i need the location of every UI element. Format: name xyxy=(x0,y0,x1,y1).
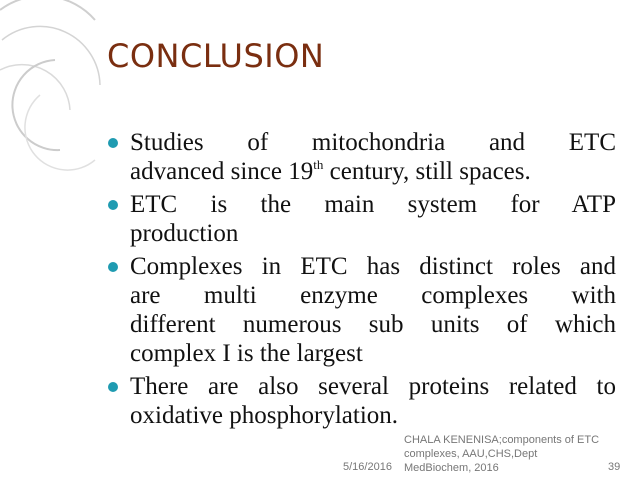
footer-credit-line: CHALA KENENISA;components of ETC xyxy=(404,434,600,446)
bullet-line: Studies of mitochondria and ETC xyxy=(130,129,616,156)
footer-date: 5/16/2016 xyxy=(343,461,392,473)
bullet-line: There are also several proteins related to xyxy=(130,373,616,400)
bullet-item xyxy=(104,372,616,430)
footer-credit-line: MedBiochem, 2016 xyxy=(404,462,499,474)
bullet-item xyxy=(104,128,616,186)
footer-credit xyxy=(404,433,604,475)
bullet-text: century, still spaces. xyxy=(323,158,531,185)
bullet-line: Complexes in ETC has distinct roles and xyxy=(130,253,616,280)
bullet-item xyxy=(104,252,616,368)
bullet-icon xyxy=(108,138,118,148)
slide-title: CONCLUSION xyxy=(107,37,325,75)
bullet-list xyxy=(104,128,616,434)
bullet-line: complex I is the largest xyxy=(130,340,363,367)
bullet-line: production xyxy=(130,220,239,247)
bullet-line: different numerous sub units of which xyxy=(130,311,616,338)
bullet-line xyxy=(130,157,616,186)
bullet-text: advanced since 19 xyxy=(130,158,314,185)
bullet-line: are multi enzyme complexes with xyxy=(130,282,616,309)
footer-credit-line: complexes, AAU,CHS,Dept xyxy=(404,448,538,460)
superscript: th xyxy=(313,157,324,172)
bullet-item xyxy=(104,190,616,248)
bullet-icon xyxy=(108,200,118,210)
bullet-icon xyxy=(108,382,118,392)
bullet-line: ETC is the main system for ATP xyxy=(130,191,616,218)
bullet-icon xyxy=(108,262,118,272)
page-number: 39 xyxy=(608,461,621,473)
bullet-line: oxidative phosphorylation. xyxy=(130,402,399,429)
decorative-arcs xyxy=(0,0,120,200)
